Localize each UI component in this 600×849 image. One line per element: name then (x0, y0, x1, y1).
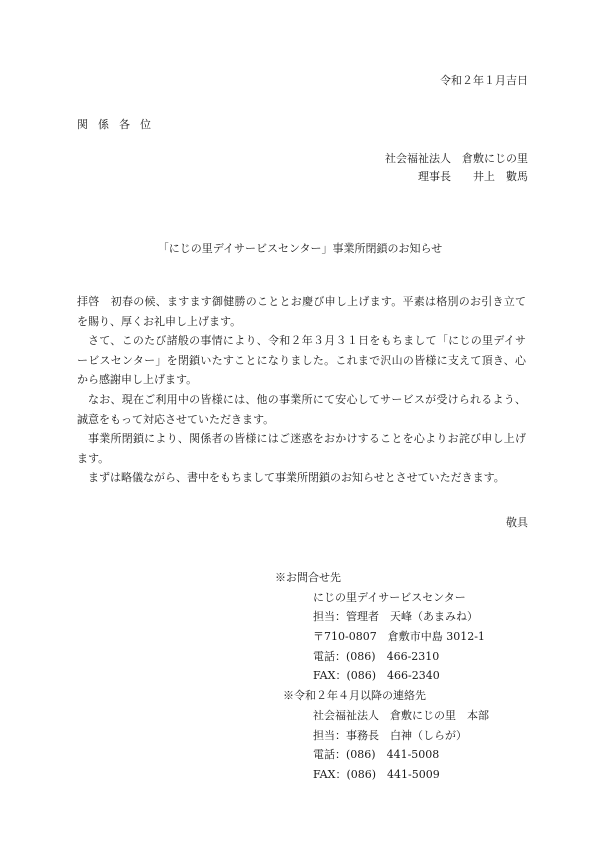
body-paragraph-apology: 事業所閉鎖により、関係者の皆様にはご迷惑をおかけすることを心よりお詫び申し上げます。 (77, 432, 526, 465)
sender-organization: 社会福祉法人 倉敷にじの里 (385, 152, 528, 165)
contact-block (275, 568, 575, 785)
body-paragraph-greeting: 拝啓 初春の候、ますます御健勝のこととお慶び申し上げます。平素は格別のお引き立てを賜り、厚くお礼申し上げます。 (77, 295, 526, 328)
contact-after-phone: 電話：(086) 441-5008 (313, 748, 440, 762)
contact-current-heading: ※お問合せ先 (275, 571, 341, 584)
contact-current-fax: FAX：(086) 466-2340 (313, 669, 440, 683)
body-paragraph-support: なお、現在ご利用中の皆様には、他の事業所にて安心してサービスが受けられるよう、誠意をもって対応させていただきます。 (77, 392, 526, 426)
body-paragraph-announcement: さて、このたび諸般の事情により、令和２年３月３１日をもちまして「にじの里デイサービスセンター」を閉鎖いたすことになりました。これまで沢山の皆様に支えて頂き、心から感謝申し上げます。 (77, 334, 526, 387)
contact-current-name: にじの里デイサービスセンター (313, 590, 466, 604)
contact-current-person: 担当：管理者 天峰（あまみね） (313, 610, 478, 624)
contact-after-person: 担当：事務長 白神（しらが） (313, 728, 467, 742)
contact-after-heading: ※令和２年４月以降の連絡先 (283, 689, 426, 703)
document-title: 「にじの里デイサービスセンター」事業所閉鎖のお知らせ (157, 242, 443, 255)
closing-word: 敬具 (506, 516, 528, 529)
addressee: 関係各位 (77, 118, 161, 131)
contact-current-phone: 電話：(086) 466-2310 (313, 649, 440, 663)
body-paragraph-conclusion: まずは略儀ながら、書中をもちまして事業所閉鎖のお知らせとさせていただきます。 (88, 471, 505, 485)
sender-person: 理事長 井上 數馬 (418, 170, 528, 183)
letter-body (77, 292, 526, 488)
document-date: 令和２年１月吉日 (440, 74, 528, 87)
contact-current-address: 〒710-0807 倉敷市中島 3012-1 (313, 630, 485, 644)
contact-after-fax: FAX：(086) 441-5009 (313, 767, 440, 781)
contact-after-name: 社会福祉法人 倉敷にじの里 本部 (313, 708, 489, 722)
